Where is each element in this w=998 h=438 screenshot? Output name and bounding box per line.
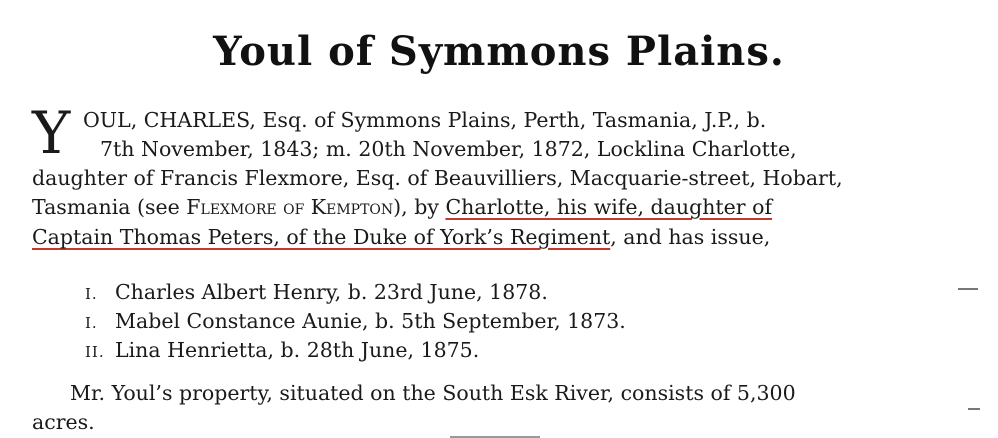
entry-line-4-text-b: ), by: [393, 195, 439, 219]
entry-line-5-text: , and has issue,: [610, 225, 771, 249]
entry-line-1: OUL, CHARLES, Esq. of Symmons Plains, Perth, Tasmania, J.P., b.: [83, 108, 767, 132]
closing-line-1: Mr. Youl’s property, situated on the South Esk River, consists of 5,300: [70, 381, 796, 405]
entry-line-5: [32, 225, 770, 249]
entry-line-2: 7th November, 1843; m. 20th November, 1872, Locklina Charlotte,: [100, 137, 797, 161]
issue-text: Charles Albert Henry, b. 23rd June, 1878.: [115, 280, 548, 304]
issue-numeral: I.: [85, 285, 98, 303]
margin-mark: [968, 408, 980, 410]
issue-item: [85, 309, 626, 333]
page-title: Youl of Symmons Plains.: [213, 28, 785, 75]
entry-line-4: [32, 195, 772, 219]
margin-mark: [958, 288, 978, 290]
issue-text: Lina Henrietta, b. 28th June, 1875.: [115, 338, 480, 362]
issue-text: Mabel Constance Aunie, b. 5th September, 1873.: [115, 309, 626, 333]
issue-item: [85, 338, 479, 362]
cross-reference: Flexmore of Kempton: [186, 195, 394, 219]
issue-numeral: II.: [85, 343, 105, 361]
entry-line-4-text: Tasmania (see: [32, 195, 180, 219]
entry-line-3: daughter of Francis Flexmore, Esq. of Beauvilliers, Macquarie-street, Hobart,: [32, 166, 843, 190]
closing-line-2: acres.: [32, 410, 95, 434]
issue-item: [85, 280, 548, 304]
annotated-text-continued: Captain Thomas Peters, of the Duke of York’s Regiment: [32, 225, 611, 249]
drop-cap: Y: [32, 99, 71, 167]
annotated-text: Charlotte, his wife, daughter of: [445, 195, 773, 219]
issue-numeral: I.: [85, 314, 98, 332]
